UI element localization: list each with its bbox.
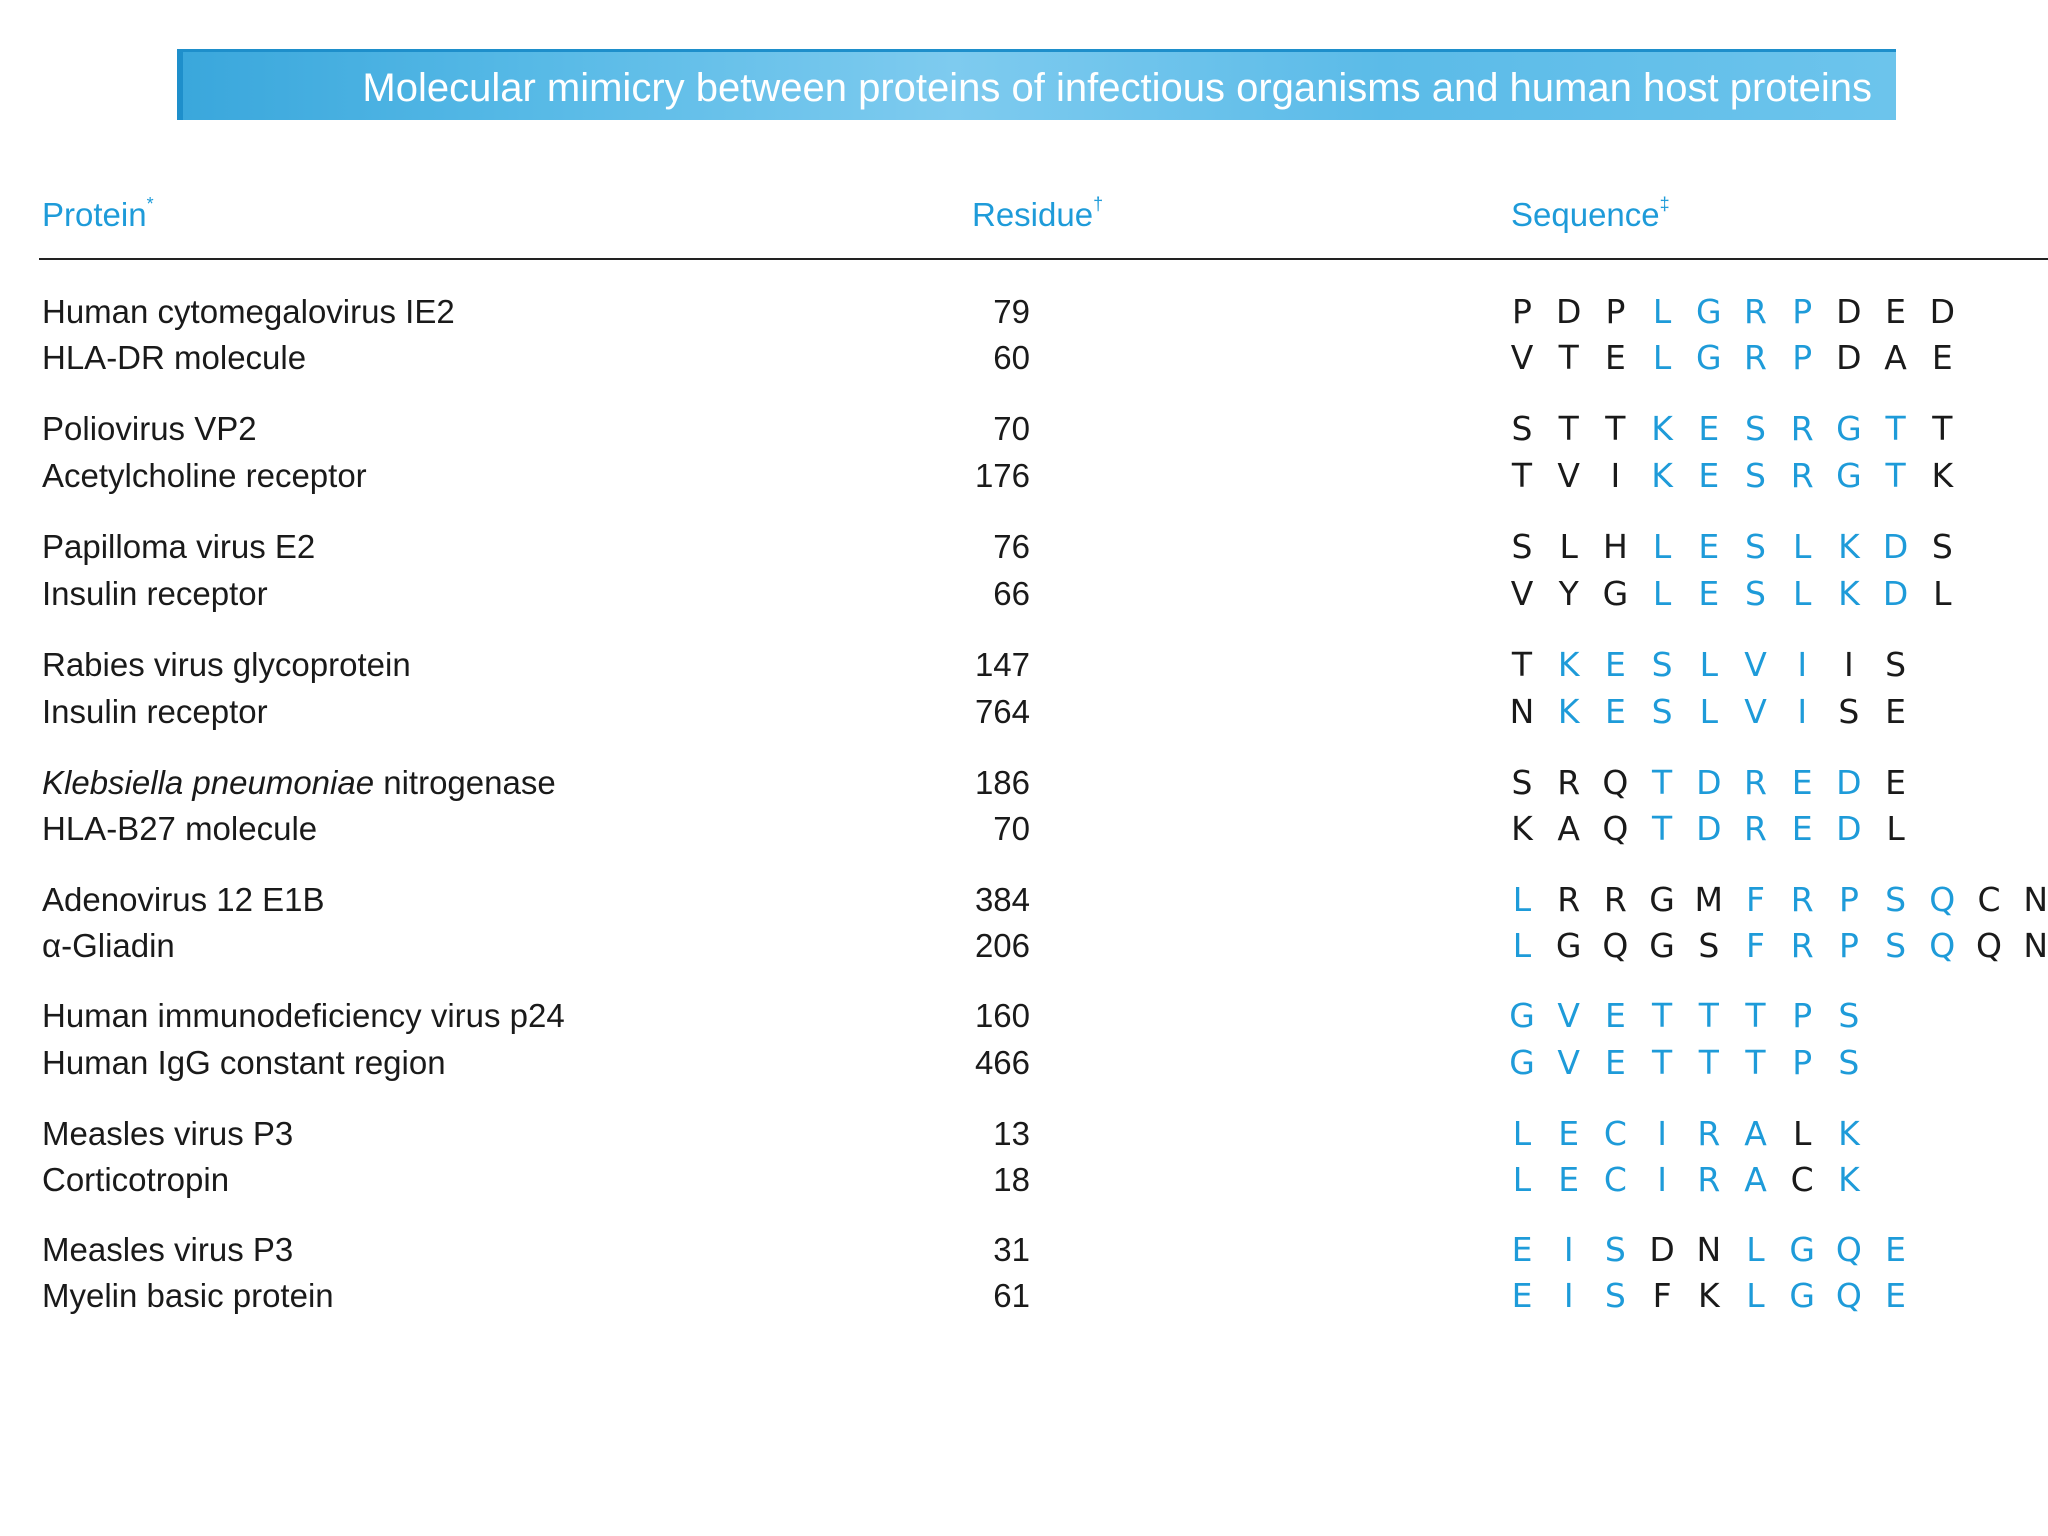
- amino-acid: E: [1885, 763, 1907, 802]
- protein-name: Adenovirus 12 E1B: [42, 881, 325, 918]
- amino-acid: T: [1511, 456, 1533, 495]
- amino-acid: P: [1512, 292, 1532, 331]
- header-residue-footnote-mark: †: [1093, 194, 1104, 214]
- header-protein-label: Protein: [42, 196, 147, 233]
- amino-acid-match: R: [1744, 809, 1767, 848]
- amino-acid: S: [1511, 527, 1533, 566]
- amino-acid: V: [1557, 456, 1580, 495]
- amino-acid-match: Q: [1929, 880, 1956, 919]
- header-protein-footnote-mark: *: [146, 194, 154, 214]
- protein-name: Measles virus P3: [42, 1115, 294, 1152]
- amino-acid-match: V: [1557, 1043, 1580, 1082]
- amino-acid-match: G: [1509, 996, 1535, 1035]
- residue-number: 147: [974, 646, 1030, 683]
- amino-acid-match: T: [1885, 409, 1906, 448]
- residue-number: 176: [974, 457, 1030, 494]
- amino-acid-match: E: [1604, 645, 1626, 684]
- protein-name: HLA-B27 molecule: [42, 810, 318, 847]
- table-title: Molecular mimicry between proteins of infectious organisms and human host proteins: [362, 66, 1872, 110]
- protein-name: Insulin receptor: [42, 693, 268, 730]
- amino-acid-match: L: [1699, 645, 1718, 684]
- residue-number: 70: [993, 810, 1030, 847]
- amino-acid-match: T: [1652, 996, 1673, 1035]
- table-row: [0, 524, 2048, 570]
- amino-acid: E: [1885, 292, 1907, 331]
- protein-name: Poliovirus VP2: [42, 410, 257, 447]
- amino-acid-match: S: [1651, 692, 1673, 731]
- amino-acid-match: D: [1836, 763, 1862, 802]
- amino-acid-match: S: [1838, 1043, 1860, 1082]
- protein-name: Human cytomegalovirus IE2: [42, 293, 455, 330]
- protein-name: Corticotropin: [42, 1161, 230, 1198]
- amino-acid-match: G: [1836, 456, 1862, 495]
- amino-acid-match: K: [1838, 1114, 1860, 1153]
- amino-acid-match: E: [1885, 1276, 1907, 1315]
- amino-acid: S: [1511, 409, 1533, 448]
- amino-acid: V: [1510, 338, 1534, 377]
- amino-acid: M: [1694, 880, 1724, 919]
- amino-acid-match: T: [1652, 1043, 1673, 1082]
- header-residue: [972, 196, 1103, 234]
- protein-name: Myelin basic protein: [42, 1277, 334, 1314]
- amino-acid-match: K: [1651, 409, 1673, 448]
- header-residue-label: Residue: [972, 196, 1094, 233]
- amino-acid-match: E: [1791, 763, 1813, 802]
- amino-acid-match: E: [1604, 1043, 1626, 1082]
- amino-acid-match: F: [1746, 926, 1765, 965]
- header-sequence-footnote-mark: ‡: [1659, 194, 1670, 214]
- amino-acid-match: E: [1698, 574, 1720, 613]
- protein-name: Human immunodeficiency virus p24: [42, 997, 565, 1034]
- amino-acid: P: [1605, 292, 1626, 331]
- residue-number: 76: [993, 528, 1030, 565]
- protein-name-italic: Klebsiella pneumoniae: [42, 764, 375, 801]
- amino-acid: S: [1511, 763, 1533, 802]
- amino-acid-match: V: [1744, 645, 1767, 684]
- amino-acid-match: T: [1698, 996, 1719, 1035]
- amino-acid-match: I: [1657, 1160, 1667, 1199]
- residue-number: 31: [993, 1231, 1030, 1268]
- amino-acid: R: [1557, 880, 1581, 919]
- amino-acid-match: E: [1885, 1230, 1907, 1269]
- amino-acid: E: [1885, 692, 1907, 731]
- amino-acid-match: I: [1797, 692, 1808, 731]
- table-row: [0, 571, 2048, 617]
- amino-acid: N: [1696, 1230, 1722, 1269]
- amino-acid-match: E: [1558, 1114, 1580, 1153]
- amino-acid-match: V: [1557, 996, 1580, 1035]
- amino-acid-match: D: [1882, 574, 1909, 613]
- protein-name: [42, 760, 556, 806]
- header-sequence: [1511, 196, 1670, 234]
- amino-acid-match: S: [1745, 574, 1766, 613]
- amino-acid: S: [1885, 645, 1907, 684]
- amino-acid-match: Q: [1835, 1230, 1862, 1269]
- amino-acid: L: [1559, 527, 1578, 566]
- amino-acid-match: G: [1696, 292, 1722, 331]
- amino-acid-match: K: [1651, 456, 1673, 495]
- amino-acid-match: P: [1792, 338, 1813, 377]
- amino-acid: N: [2023, 926, 2048, 965]
- protein-name: HLA-DR molecule: [42, 339, 307, 376]
- amino-acid-match: R: [1790, 409, 1814, 448]
- amino-acid-match: I: [1563, 1230, 1574, 1269]
- amino-acid-match: G: [1836, 409, 1862, 448]
- amino-acid-match: K: [1838, 574, 1860, 613]
- amino-acid-match: E: [1698, 527, 1720, 566]
- amino-acid-match: G: [1789, 1230, 1815, 1269]
- protein-name: Rabies virus glycoprotein: [42, 646, 411, 683]
- amino-acid-match: P: [1792, 292, 1813, 331]
- amino-acid: Q: [1976, 926, 2002, 965]
- amino-acid-match: P: [1792, 1043, 1813, 1082]
- title-banner: [177, 49, 1896, 120]
- amino-acid: K: [1511, 809, 1533, 848]
- amino-acid-match: T: [1652, 809, 1673, 848]
- amino-acid-match: I: [1657, 1114, 1667, 1153]
- amino-acid-match: T: [1885, 456, 1906, 495]
- residue-number: 384: [974, 881, 1030, 918]
- table-row: [0, 642, 2048, 688]
- amino-acid-match: S: [1604, 1230, 1626, 1269]
- amino-acid: V: [1510, 574, 1534, 613]
- protein-name: α-Gliadin: [42, 927, 175, 964]
- amino-acid-match: R: [1697, 1160, 1721, 1199]
- protein-name-rest: nitrogenase: [374, 764, 556, 801]
- amino-acid-match: R: [1744, 338, 1767, 377]
- amino-acid: Q: [1602, 763, 1629, 802]
- amino-acid-match: R: [1744, 763, 1767, 802]
- header-rule: [39, 258, 2048, 260]
- amino-acid-match: V: [1744, 692, 1767, 731]
- amino-acid-match: L: [1512, 1114, 1532, 1153]
- amino-acid-match: I: [1563, 1276, 1574, 1315]
- table-row: [0, 335, 2048, 381]
- amino-acid: Q: [1602, 809, 1629, 848]
- amino-acid-match: K: [1838, 1160, 1860, 1199]
- amino-acid-match: L: [1792, 574, 1812, 613]
- residue-number: 70: [993, 410, 1030, 447]
- amino-acid-match: L: [1746, 1230, 1765, 1269]
- amino-acid: K: [1931, 456, 1954, 495]
- amino-acid-match: D: [1696, 809, 1722, 848]
- amino-acid-match: L: [1699, 692, 1718, 731]
- amino-acid-match: E: [1558, 1160, 1580, 1199]
- amino-acid-match: S: [1745, 409, 1766, 448]
- amino-acid: N: [2023, 880, 2048, 919]
- amino-acid-match: E: [1604, 996, 1626, 1035]
- table-row: [0, 289, 2048, 335]
- amino-acid-match: Q: [1835, 1276, 1862, 1315]
- amino-acid-match: R: [1790, 456, 1814, 495]
- amino-acid-match: L: [1792, 527, 1812, 566]
- residue-number: 61: [993, 1277, 1030, 1314]
- protein-name: Human IgG constant region: [42, 1044, 446, 1081]
- table-row: [0, 406, 2048, 452]
- protein-name: Acetylcholine receptor: [42, 457, 367, 494]
- table-row: [0, 993, 2048, 1039]
- amino-acid-match: K: [1557, 692, 1580, 731]
- amino-acid-match: P: [1792, 996, 1813, 1035]
- amino-acid: G: [1649, 880, 1675, 919]
- amino-acid-match: L: [1512, 1160, 1532, 1199]
- amino-acid-match: L: [1512, 880, 1532, 919]
- amino-acid: D: [1836, 292, 1862, 331]
- amino-acid: T: [1511, 645, 1533, 684]
- amino-acid-match: K: [1557, 645, 1580, 684]
- header-protein: [42, 196, 154, 234]
- residue-number: 79: [993, 293, 1030, 330]
- amino-acid: T: [1558, 409, 1579, 448]
- amino-acid: R: [1603, 880, 1627, 919]
- amino-acid-match: I: [1797, 645, 1808, 684]
- amino-acid-match: E: [1698, 456, 1720, 495]
- amino-acid: D: [1555, 292, 1582, 331]
- amino-acid-match: E: [1511, 1230, 1533, 1269]
- amino-acid: T: [1932, 409, 1953, 448]
- amino-acid-match: Q: [1929, 926, 1956, 965]
- amino-acid-match: T: [1745, 996, 1766, 1035]
- amino-acid: S: [1838, 692, 1860, 731]
- residue-number: 186: [974, 764, 1030, 801]
- amino-acid-match: S: [1745, 456, 1766, 495]
- amino-acid-match: R: [1790, 880, 1814, 919]
- amino-acid: S: [1698, 926, 1720, 965]
- amino-acid-match: P: [1838, 880, 1859, 919]
- table-row: [0, 760, 2048, 806]
- amino-acid: G: [1602, 574, 1629, 613]
- amino-acid: I: [1844, 645, 1854, 684]
- amino-acid: D: [1649, 1230, 1675, 1269]
- amino-acid-match: A: [1744, 1114, 1767, 1153]
- amino-acid-match: S: [1745, 527, 1766, 566]
- table-row: [0, 1227, 2048, 1273]
- amino-acid: E: [1931, 338, 1953, 377]
- residue-number: 206: [974, 927, 1030, 964]
- amino-acid: C: [1977, 880, 2001, 919]
- amino-acid-match: C: [1603, 1114, 1627, 1153]
- amino-acid-match: R: [1697, 1114, 1721, 1153]
- amino-acid-match: S: [1885, 926, 1907, 965]
- amino-acid: Q: [1602, 926, 1629, 965]
- amino-acid: F: [1652, 1276, 1672, 1315]
- amino-acid: T: [1558, 338, 1579, 377]
- amino-acid-match: E: [1604, 692, 1626, 731]
- amino-acid-match: G: [1696, 338, 1722, 377]
- table-row: [0, 689, 2048, 735]
- residue-number: 764: [974, 693, 1030, 730]
- amino-acid: R: [1557, 763, 1581, 802]
- protein-name: Measles virus P3: [42, 1231, 294, 1268]
- amino-acid: I: [1610, 456, 1621, 495]
- amino-acid: G: [1649, 926, 1675, 965]
- amino-acid-match: K: [1838, 527, 1860, 566]
- amino-acid-match: P: [1838, 926, 1859, 965]
- amino-acid-match: D: [1882, 527, 1909, 566]
- amino-acid-match: L: [1746, 1276, 1765, 1315]
- residue-number: 18: [993, 1161, 1030, 1198]
- amino-acid-match: E: [1791, 809, 1813, 848]
- amino-acid-match: R: [1744, 292, 1767, 331]
- amino-acid: L: [1933, 574, 1952, 613]
- amino-acid-match: S: [1838, 996, 1860, 1035]
- amino-acid-match: G: [1509, 1043, 1535, 1082]
- table-row: [0, 1157, 2048, 1203]
- amino-acid-match: T: [1698, 1043, 1719, 1082]
- table-row: [0, 453, 2048, 499]
- table-row: [0, 1273, 2048, 1319]
- amino-acid: G: [1555, 926, 1582, 965]
- amino-acid-match: G: [1789, 1276, 1815, 1315]
- amino-acid-match: F: [1746, 880, 1765, 919]
- residue-number: 66: [993, 575, 1030, 612]
- protein-name: Insulin receptor: [42, 575, 268, 612]
- residue-number: 60: [993, 339, 1030, 376]
- amino-acid: Y: [1558, 574, 1579, 613]
- amino-acid-match: D: [1836, 809, 1862, 848]
- amino-acid-match: T: [1745, 1043, 1766, 1082]
- amino-acid-match: L: [1652, 338, 1672, 377]
- amino-acid-match: C: [1603, 1160, 1627, 1199]
- amino-acid-match: D: [1696, 763, 1722, 802]
- amino-acid: E: [1604, 338, 1626, 377]
- amino-acid-match: E: [1511, 1276, 1533, 1315]
- amino-acid-match: L: [1652, 574, 1672, 613]
- table-row: [0, 1111, 2048, 1157]
- amino-acid: D: [1836, 338, 1862, 377]
- residue-number: 160: [974, 997, 1030, 1034]
- amino-acid-match: L: [1652, 292, 1672, 331]
- amino-acid: C: [1790, 1160, 1814, 1199]
- amino-acid-match: S: [1651, 645, 1673, 684]
- table-row: [0, 923, 2048, 969]
- amino-acid-match: T: [1652, 763, 1673, 802]
- amino-acid: N: [1509, 692, 1535, 731]
- amino-acid: L: [1792, 1114, 1812, 1153]
- protein-name: Papilloma virus E2: [42, 528, 316, 565]
- amino-acid-match: R: [1790, 926, 1814, 965]
- header-sequence-label: Sequence: [1511, 196, 1660, 233]
- amino-acid: A: [1557, 809, 1580, 848]
- table-row: [0, 806, 2048, 852]
- amino-acid: H: [1602, 527, 1628, 566]
- amino-acid: D: [1929, 292, 1955, 331]
- amino-acid-match: L: [1652, 527, 1672, 566]
- amino-acid-match: S: [1885, 880, 1907, 919]
- residue-number: 466: [974, 1044, 1030, 1081]
- amino-acid-match: L: [1512, 926, 1532, 965]
- amino-acid: T: [1605, 409, 1626, 448]
- amino-acid: A: [1884, 338, 1907, 377]
- residue-number: 13: [993, 1115, 1030, 1152]
- amino-acid-match: A: [1744, 1160, 1767, 1199]
- amino-acid-match: E: [1698, 409, 1720, 448]
- table-row: [0, 1040, 2048, 1086]
- amino-acid: K: [1697, 1276, 1720, 1315]
- amino-acid: S: [1931, 527, 1953, 566]
- amino-acid-match: S: [1604, 1276, 1626, 1315]
- table-row: [0, 877, 2048, 923]
- amino-acid: L: [1886, 809, 1905, 848]
